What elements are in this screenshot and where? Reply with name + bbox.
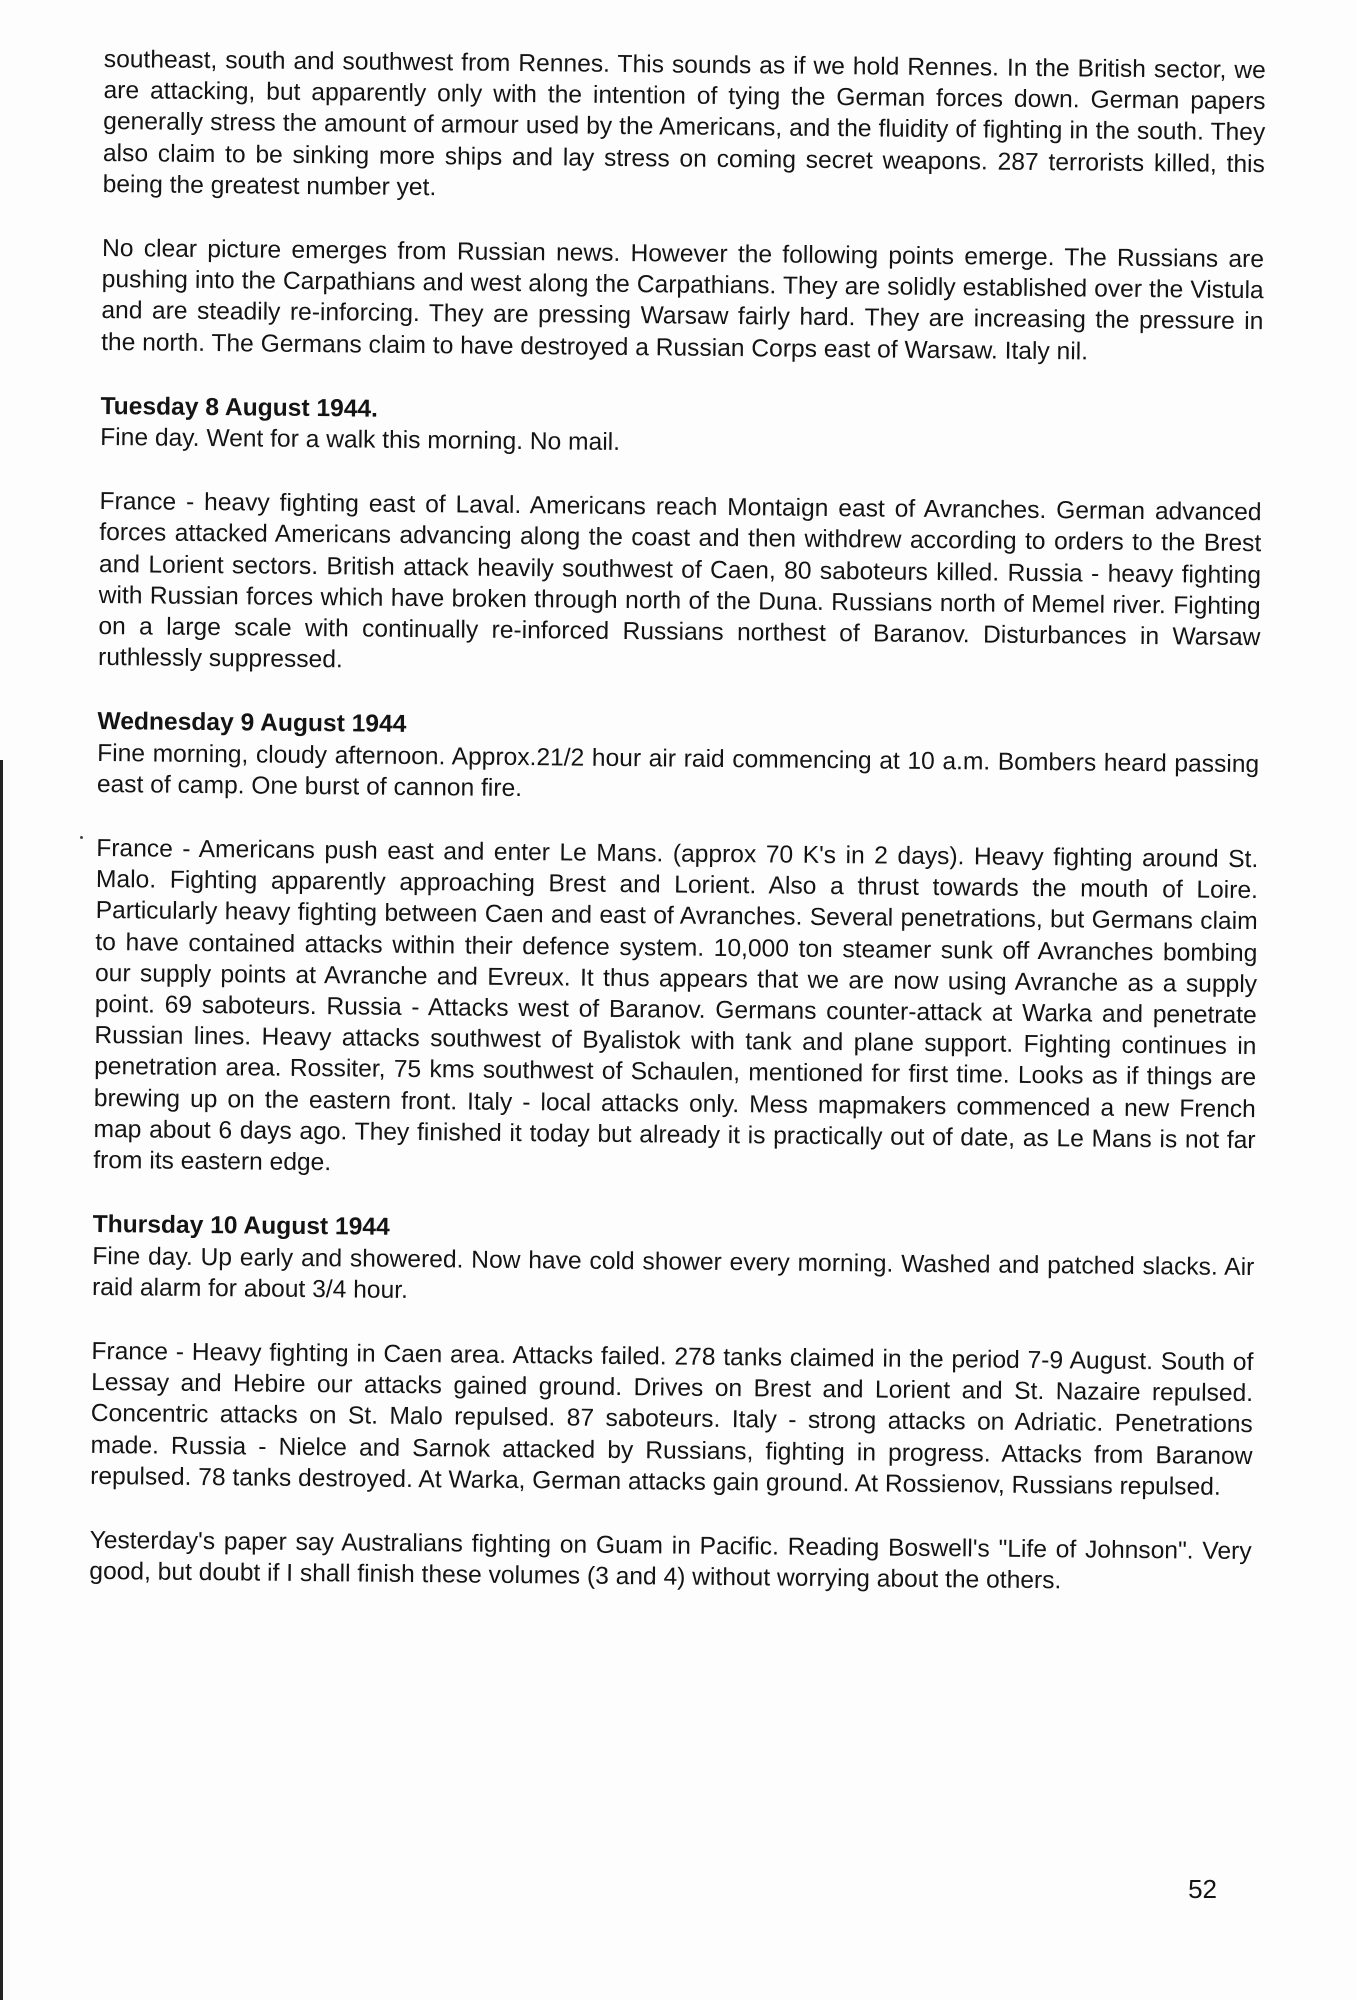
diary-content bbox=[89, 44, 1266, 1631]
entry-paragraph: Yesterday's paper say Australians fighting on Guam in Pacific. Reading Boswell's "Life of Johnson". Very good, but doubt if I shall finish these volumes (3 and 4) without worrying about the others. bbox=[89, 1526, 1252, 1595]
entry-heading: Thursday 10 August 1944 bbox=[92, 1211, 390, 1242]
entry-paragraph: France - Heavy fighting in Caen area. Attacks failed. 278 tanks claimed in the period 7-9 August. South of Lessay and Hebire our attacks gained ground. Drives on Brest and Lorient and St. Nazaire repulsed. Concentric attacks on St. Malo repulsed. 87 saboteurs. Italy - strong attacks on Adriatic. Penetrations made. Russia - Nielce and Sarnok attacked by Russians, fighting in progress. Attacks from Baranow repulsed. 78 tanks destroyed. At Warka, German attacks gain ground. At Rossienov, Russians repulsed. bbox=[90, 1337, 1254, 1501]
diary-entry-tuesday-8-august bbox=[98, 391, 1263, 685]
diary-entry-thursday-10-august bbox=[89, 1209, 1255, 1598]
page-number: 52 bbox=[1188, 1874, 1217, 1904]
entry-heading: Wednesday 9 August 1944 bbox=[97, 708, 407, 739]
entry-paragraph: France - heavy fighting east of Laval. Americans reach Montaign east of Avranches. German advanced forces attacked Americans advancing along the coast and then withdrew according to orders to the Brest and Lorient sectors. British attack heavily southwest of Caen, 80 saboteurs killed. Russia - heavy fighting with Russian forces which have broken through north of the Duna. Russians north of Memel river. Fighting on a large scale with continually re-inforced Russians northest of Baranov. Disturbances in Warsaw ruthlessly suppressed. bbox=[97, 488, 1262, 674]
entry-paragraph: Fine morning, cloudy afternoon. Approx.21/2 hour air raid commencing at 10 a.m. Bombers heard passing east of camp. One burst of cannon fire. bbox=[96, 739, 1260, 802]
intro-paragraph-2: No clear picture emerges from Russian news. However the following points emerge. The Russians are pushing into the Carpathians and west along the Carpathians. They are solidly established over the Vistula and are steadily re-inforcing. They are pressing Warsaw fairly hard. They are increasing the pressure in the north. The Germans claim to have destroyed a Russian Corps east of Warsaw. Italy nil. bbox=[101, 235, 1265, 366]
binding-edge-shadow bbox=[0, 760, 3, 2000]
entry-heading: Tuesday 8 August 1944. bbox=[100, 392, 379, 423]
intro-paragraph-1: southeast, south and southwest from Rennes. This sounds as if we hold Rennes. In the British sector, we are attacking, but apparently only with the intention of tying the German forces down. German papers generally stress the amount of armour used by the Americans, and the fluidity of fighting in the south. They also claim to be sinking more ships and lay stress on coming secret weapons. 287 terrorists killed, this being the greatest number yet. bbox=[102, 45, 1266, 202]
entry-paragraph: Fine day. Went for a walk this morning. No mail. bbox=[100, 424, 621, 457]
entry-paragraph: France - Americans push east and enter Le Mans. (approx 70 K's in 2 days). Heavy fighting around St. Malo. Fighting apparently approaching Brest and Lorient. Also a thrust towards the mouth of Loire. Particularly heavy fighting between Caen and east of Avranches. Several penetrations, but Germans claim to have contained attacks within their defence system. 10,000 ton steamer sunk off Avranches bombing our supply points at Avranche and Evreux. It thus appears that we are now using Avranche as a supply point. 69 saboteurs. Russia - Attacks west of Baranov. Germans counter-attack at Warka and penetrate Russian lines. Heavy attacks southwest of Byalistok with tank and plane support. Fighting continues in penetration area. Rossiter, 75 kms southwest of Schaulen, mentioned for first time. Looks as if things are brewing up on the eastern front. Italy - local attacks only. Mess mapmakers commenced a new French map about 6 days ago. They finished it today but already it is practically out of date, as Le Mans is not far from its eastern edge. bbox=[93, 835, 1259, 1177]
margin-mark bbox=[80, 836, 83, 839]
diary-entry-wednesday-9-august bbox=[93, 706, 1259, 1187]
entry-paragraph: Fine day. Up early and showered. Now have cold shower every morning. Washed and patched slacks. Air raid alarm for about 3/4 hour. bbox=[91, 1242, 1255, 1304]
